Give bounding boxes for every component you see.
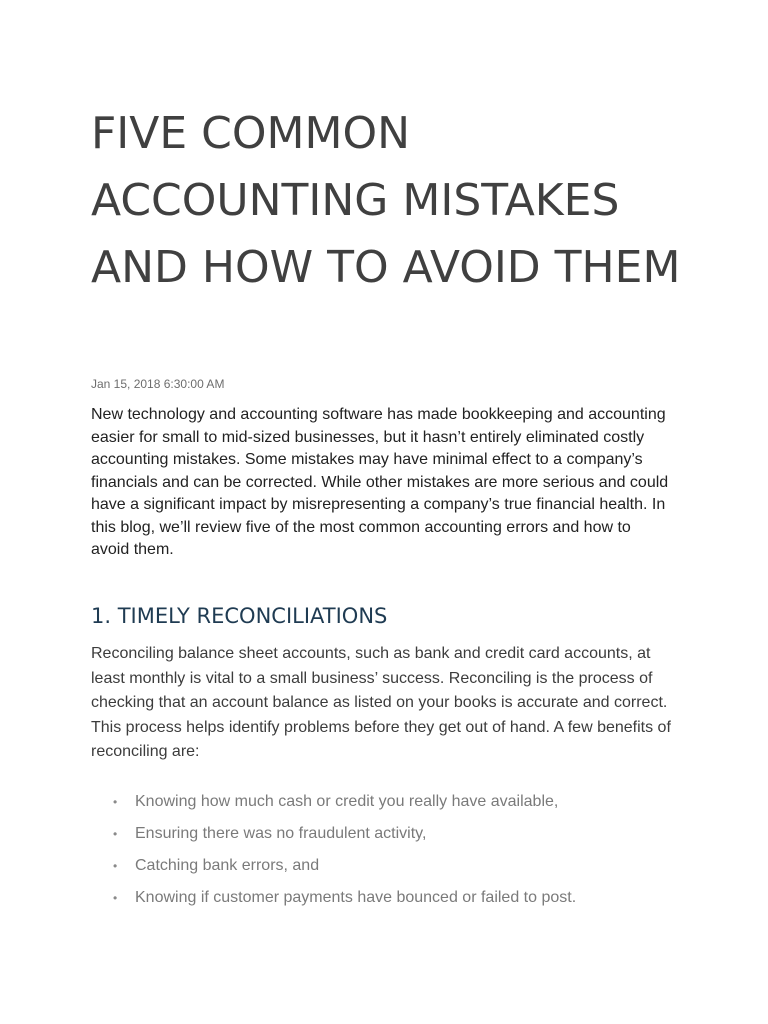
list-item-text: Knowing how much cash or credit you really have available, [135,793,559,810]
section-heading-reconciliations: 1. TIMELY RECONCILIATIONS [91,604,388,628]
list-item-text: Knowing if customer payments have bounced or failed to post. [135,889,577,906]
bullet-icon: • [113,827,118,841]
list-item [113,882,576,914]
list-item [113,850,576,882]
intro-paragraph: New technology and accounting software has made bookkeeping and accounting easier for small to mid-sized businesses, but it hasn’t entirely eliminated costly accounting mistakes. Some mistakes may have minimal effect to a company’s financials and can be corrected. While other mistakes are more serious and could have a significant impact by misrepresenting a company’s true financial health. In this blog, we’ll review five of the most common accounting errors and how to avoid them. [91,406,669,558]
list-item [113,818,576,850]
article-title: FIVE COMMON ACCOUNTING MISTAKES AND HOW TO AVOID THEM [91,108,681,293]
bullet-icon: • [113,891,118,905]
section-paragraph: Reconciling balance sheet accounts, such as bank and credit card accounts, at least monthly is vital to a small business’ success. Reconciling is the process of checking that an account balance as listed on your books is accurate and correct. This process helps identify problems before they get out of hand. A few benefits of reconciling are: [91,645,671,761]
publish-date: Jan 15, 2018 6:30:00 AM [91,377,225,391]
bullet-icon: • [113,795,118,809]
bullet-icon: • [113,859,118,873]
benefits-list [113,786,576,914]
list-item-text: Ensuring there was no fraudulent activity, [135,825,427,842]
list-item-text: Catching bank errors, and [135,857,320,874]
list-item [113,786,576,818]
